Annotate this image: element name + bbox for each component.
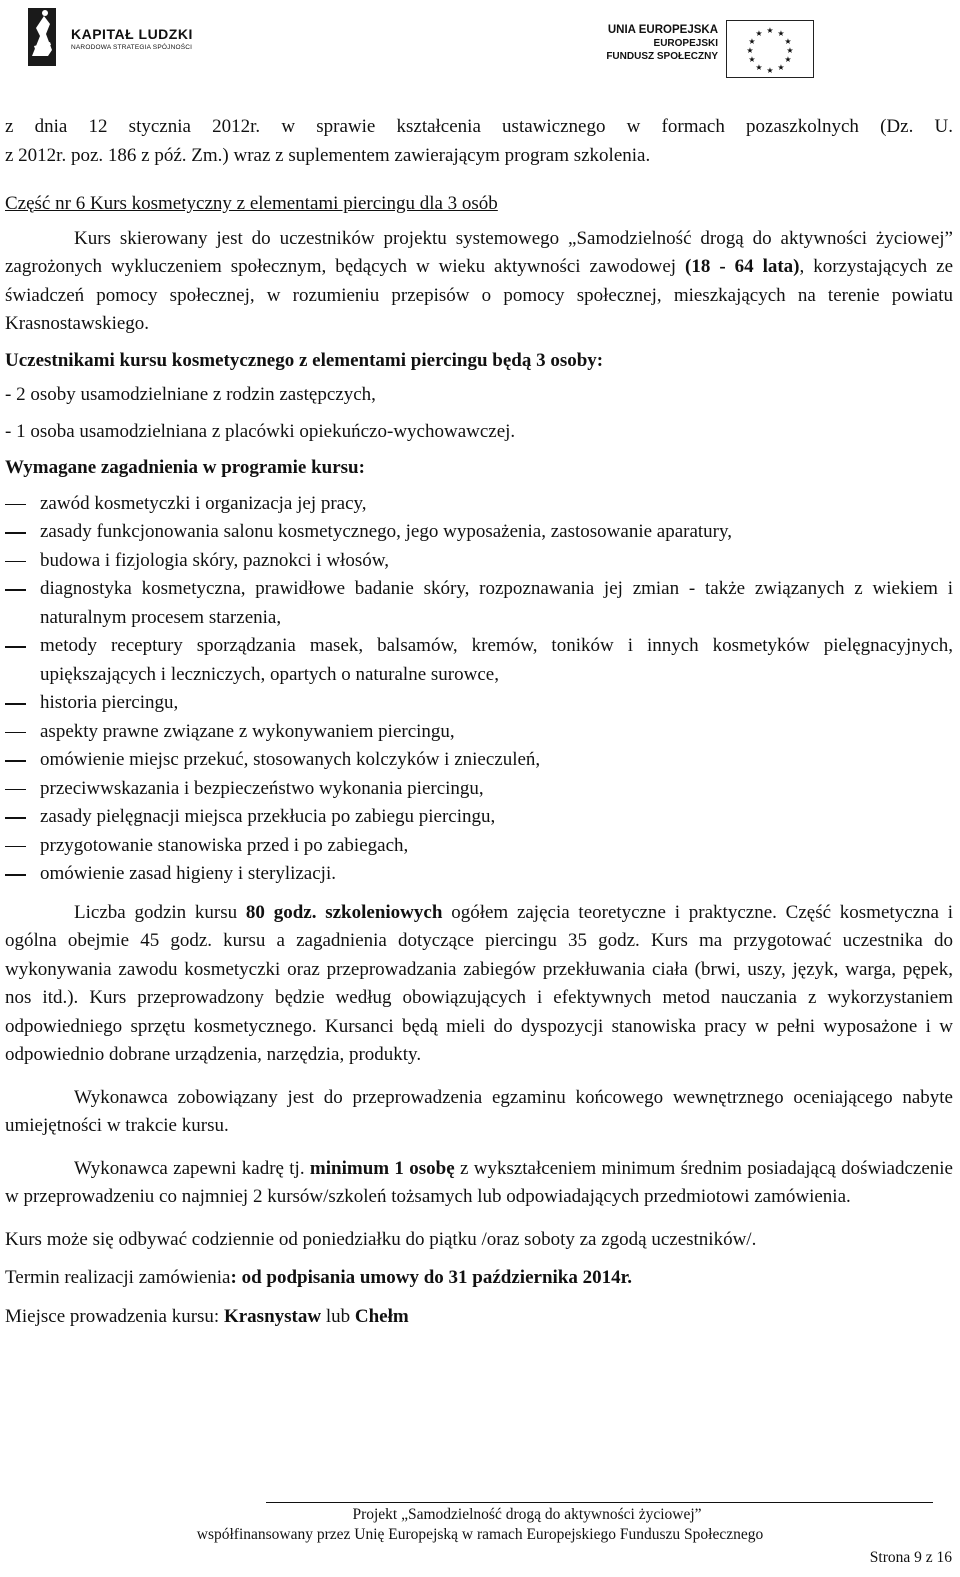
list-item [5,547,953,576]
term-value: : od podpisania umowy do 31 października 2014r. [230,1267,633,1288]
list-item [5,718,953,747]
target-group-text-b: , korzystających ze świadczeń pomocy społecznej, w rozumieniu przepisów o pomocy społecznej, mieszkających na terenie powiatu Krasnostawskiego. [5,256,954,334]
list-item [5,746,953,775]
dash-bullet-icon [5,646,26,648]
dash-bullet-icon [5,789,26,791]
topic-text: omówienie miejsc przekuć, stosowanych kolczyków i znieczuleń, [40,749,541,770]
staff-text-b: z wykształceniem minimum średnim posiadającą doświadczenie w przeprowadzeniu co najmniej 2 kursów/szkoleń tożsamych lub odpowiadających przedmiotowi zamówienia. [5,1157,953,1207]
eu-logo-text [592,24,718,63]
topic-text: przeciwwskazania i bezpieczeństwo wykonania piercingu, [40,777,484,799]
topic-text: przygotowanie stanowiska przed i po zabiegach, [40,834,409,856]
age-range: (18 - 64 lata) [685,256,800,277]
target-group-text-a: Kurs skierowany jest do uczestników projektu systemowego „Samodzielność drogą do aktywności życiowej” zagrożonych wykluczeniem społecznym, będących w wieku aktywności zawodowej [5,227,953,277]
topic-text: metody receptury sporządzania masek, balsamów, kremów, toników i innych kosmetyków pielęgnacyjnych, upiększających i leczniczych, opartych o naturalne surowce, [40,635,953,685]
participant-item-2: - 1 osoba usamodzielniana z placówki opiekuńczo-wychowawczej. [5,420,516,442]
list-item [5,775,953,804]
document-body [5,113,953,1331]
eu-logo [592,20,817,82]
list-item [5,689,953,718]
staff-minimum: minimum 1 osobę [309,1157,455,1179]
footer-divider [266,1502,933,1503]
kapital-ludzki-logo [26,6,196,68]
topic-text: zawód kosmetyczki i organizacja jej pracy, [40,492,367,514]
eu-line3: FUNDUSZ SPOŁECZNY [606,51,718,62]
place-label: Miejsce prowadzenia kursu: [5,1305,224,1327]
svg-text:★: ★ [755,29,763,38]
place-paragraph [5,1303,953,1332]
topic-text: diagnostyka kosmetyczna, prawidłowe badanie skóry, rozpoznawania jej zmian - także związanych z wiekiem i naturalnym procesem starzenia, [40,578,953,628]
term-paragraph [5,1264,953,1293]
svg-text:★: ★ [777,63,785,72]
dash-bullet-icon [5,589,26,591]
hours-paragraph [5,899,953,1070]
dash-bullet-icon [5,561,26,563]
page-header [0,0,960,80]
list-item [5,490,953,519]
dash-bullet-icon [5,817,26,819]
svg-text:★: ★ [784,55,792,64]
kapital-ludzki-subtitle: NARODOWA STRATEGIA SPÓJNOŚCI [71,44,193,51]
dash-bullet-icon [5,504,26,506]
page-footer [0,1505,960,1545]
target-group-paragraph [5,225,953,339]
place-chelm: Chełm [354,1305,409,1327]
list-item [5,803,953,832]
schedule-paragraph: Kurs może się odbywać codziennie od poniedziałku do piątku /oraz soboty za zgodą uczestników/. [5,1228,757,1250]
svg-text:★: ★ [786,46,794,55]
hours-unit: szkoleniowych [325,901,443,923]
svg-text:★: ★ [766,26,774,35]
participants-heading: Uczestnikami kursu kosmetycznego z elementami piercingu będą 3 osoby: [5,349,604,371]
topics-list [5,490,953,889]
page-number: Strona 9 z 16 [869,1549,952,1566]
participant-item-1: - 2 osoby usamodzielniane z rodzin zastępczych, [5,384,376,405]
svg-text:★: ★ [748,55,756,64]
list-item [5,575,953,632]
dash-bullet-icon [5,703,26,705]
staff-text-a: Wykonawca zapewni kadrę tj. [74,1157,310,1179]
list-item [5,632,953,689]
hours-space [316,902,325,923]
section-title: Część nr 6 Kurs kosmetyczny z elementami piercingu dla 3 osób [5,193,498,214]
place-krasnystaw: Krasnystaw [223,1305,322,1327]
hours-text-b: ogółem zajęcia teoretyczne i praktyczne. Część kosmetyczna i ogólna obejmie 45 godz. kursu a zagadnienia dotyczące piercingu 35 godz. Kurs ma przygotować uczestnika do wykonywania zawodu kosmetyczki oraz przeprowadzania zabiegów przekłuwania ciała (brwi, uszy, język, warga, pępek, nos itd.). Kurs przeprowadzony będzie według obowiązujących i efektywnych metod nauczania z wykorzystaniem odpowiedniego sprzętu kosmetycznego. Kursanci będą mieli do dyspozycji stanowiska pracy w pełni wyposażone i w odpowiednio dobrane urządzenia, narzędzia, produkty. [5,901,954,1065]
dash-bullet-icon [5,760,26,762]
intro-line1: z dnia 12 stycznia 2012r. w sprawie kształcenia ustawicznego w formach pozaszkolnych (Dz. U. [5,116,953,137]
dash-bullet-icon [5,532,26,534]
list-item [5,832,953,861]
topic-text: budowa i fizjologia skóry, paznokci i włosów, [40,549,389,571]
eu-line2: EUROPEJSKI [653,38,718,49]
svg-text:★: ★ [784,37,792,46]
list-item [5,860,953,889]
svg-text:★: ★ [755,63,763,72]
exam-paragraph: Wykonawca zobowiązany jest do przeprowadzenia egzaminu końcowego wewnętrznego oceniającego nabyte umiejętności w trakcie kursu. [5,1086,953,1136]
hours-value: 80 godz. [245,901,317,923]
topic-text: aspekty prawne związane z wykonywaniem piercingu, [40,720,455,742]
place-or: lub [321,1305,355,1327]
svg-text:★: ★ [748,37,756,46]
topics-heading: Wymagane zagadnienia w programie kursu: [5,457,365,478]
topic-text: zasady funkcjonowania salonu kosmetycznego, jego wyposażenia, zastosowanie aparatury, [40,521,733,542]
footer-project: Projekt „Samodzielność drogą do aktywności życiowej” [352,1506,702,1523]
term-label: Termin realizacji zamówienia [5,1267,231,1288]
svg-text:★: ★ [746,46,754,55]
dash-bullet-icon [5,874,26,876]
hours-text-a: Liczba godzin kursu [74,901,246,923]
kapital-ludzki-title: KAPITAŁ LUDZKI [71,26,193,42]
footer-cofinanced: współfinansowany przez Unię Europejską w ramach Europejskiego Funduszu Społecznego [196,1526,764,1543]
staff-paragraph [5,1155,953,1212]
svg-text:★: ★ [766,66,774,75]
dash-bullet-icon [5,846,26,848]
intro-line2: z 2012r. poz. 186 z póź. Zm.) wraz z suplementem zawierającym program szkolenia. [5,144,651,166]
topic-text: zasady pielęgnacji miejsca przekłucia po zabiegu piercingu, [40,806,496,827]
topic-text: omówienie zasad higieny i sterylizacji. [40,863,336,884]
dash-bullet-icon [5,732,26,734]
svg-text:★: ★ [777,29,785,38]
list-item [5,518,953,547]
eu-flag-icon [726,20,814,78]
topic-text: historia piercingu, [40,692,179,713]
eu-line1: UNIA EUROPEJSKA [607,24,718,36]
